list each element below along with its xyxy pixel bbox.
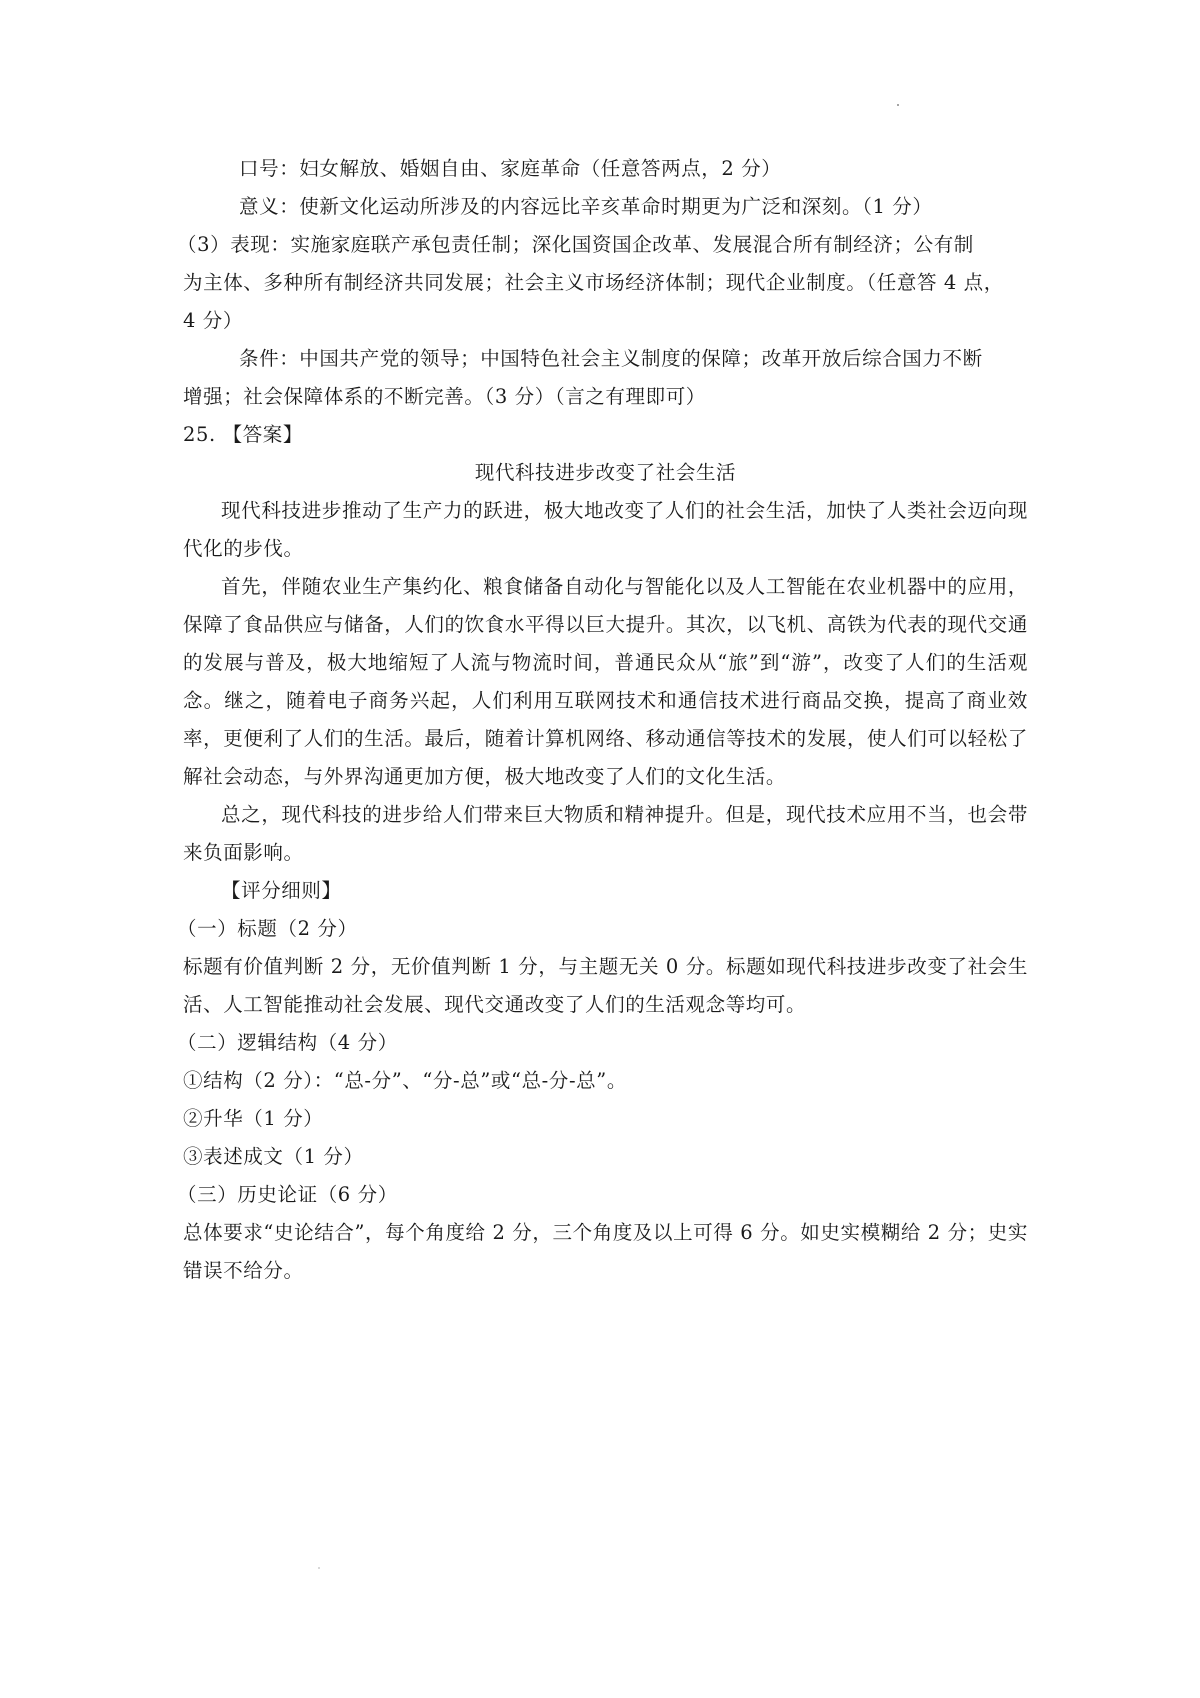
scoring-text bbox=[183, 948, 1028, 1024]
essay-paragraph bbox=[183, 796, 1028, 872]
slogan-line: 口号：妇女解放、婚姻自由、家庭革命（任意答两点，2 分） bbox=[239, 157, 782, 180]
scoring-section-title: （二）逻辑结构（4 分） bbox=[177, 1031, 398, 1054]
conditions-line: 增强；社会保障体系的不断完善。（3 分）（言之有理即可） bbox=[183, 385, 706, 408]
essay-paragraph bbox=[183, 492, 1028, 568]
scoring-heading: 【评分细则】 bbox=[221, 879, 342, 902]
scoring-item: ①结构（2 分）：“总-分”、“分-总”或“总-分-总”。 bbox=[183, 1069, 627, 1092]
scoring-text bbox=[183, 1214, 1028, 1290]
scoring-text-content: 总体要求“史论结合”，每个角度给 2 分，三个角度及以上可得 6 分。如史实模糊给 2 分；史实错误不给分。 bbox=[183, 1221, 1028, 1282]
scoring-section-title: （一）标题（2 分） bbox=[177, 917, 358, 940]
scan-speck bbox=[318, 1567, 320, 1569]
part3-line: 为主体、多种所有制经济共同发展；社会主义市场经济体制；现代企业制度。（任意答 4 点， bbox=[183, 271, 1004, 294]
scoring-section-title: （三）历史论证（6 分） bbox=[177, 1183, 398, 1206]
part3-line: （3）表现：实施家庭联产承包责任制；深化国资国企改革、发展混合所有制经济；公有制 bbox=[177, 233, 974, 256]
essay-title: 现代科技进步改变了社会生活 bbox=[474, 461, 737, 484]
scoring-item: ③表述成文（1 分） bbox=[183, 1145, 364, 1168]
question-25-heading: 25. 【答案】 bbox=[183, 423, 304, 446]
significance-line: 意义：使新文化运动所涉及的内容远比辛亥革命时期更为广泛和深刻。（1 分） bbox=[239, 195, 933, 218]
essay-paragraph-text: 总之，现代科技的进步给人们带来巨大物质和精神提升。但是，现代技术应用不当，也会带来负面影响。 bbox=[183, 803, 1028, 864]
conditions-line: 条件：中国共产党的领导；中国特色社会主义制度的保障；改革开放后综合国力不断 bbox=[239, 347, 983, 370]
part3-line: 4 分） bbox=[183, 309, 244, 332]
essay-paragraph bbox=[183, 568, 1028, 796]
scoring-item: ②升华（1 分） bbox=[183, 1107, 324, 1130]
essay-paragraph-text: 首先，伴随农业生产集约化、粮食储备自动化与智能化以及人工智能在农业机器中的应用，保障了食品供应与储备，人们的饮食水平得以巨大提升。其次，以飞机、高铁为代表的现代交通的发展与普及，极大地缩短了人流与物流时间，普通民众从“旅”到“游”，改变了人们的生活观念。继之，随着电子商务兴起，人们利用互联网技术和通信技术进行商品交换，提高了商业效率，更便利了人们的生活。最后，随着计算机网络、移动通信等技术的发展，使人们可以轻松了解社会动态，与外界沟通更加方便，极大地改变了人们的文化生活。 bbox=[183, 575, 1028, 788]
answer-page bbox=[177, 150, 1028, 1290]
essay-paragraph-text: 现代科技进步推动了生产力的跃进，极大地改变了人们的社会生活，加快了人类社会迈向现代化的步伐。 bbox=[183, 499, 1028, 560]
scoring-text-content: 标题有价值判断 2 分，无价值判断 1 分，与主题无关 0 分。标题如现代科技进步改变了社会生活、人工智能推动社会发展、现代交通改变了人们的生活观念等均可。 bbox=[183, 955, 1028, 1016]
scan-speck bbox=[897, 104, 899, 106]
